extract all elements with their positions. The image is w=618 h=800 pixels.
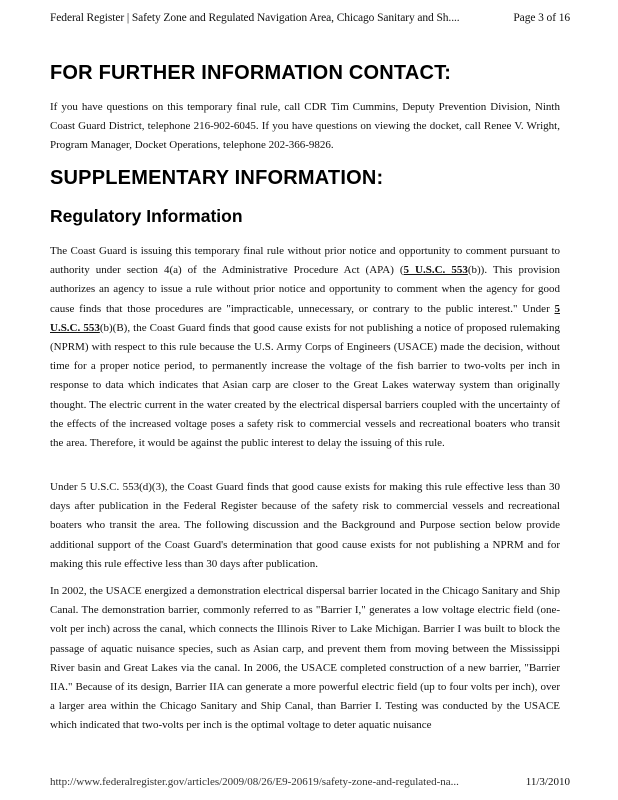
- regulatory-paragraph-1: [50, 242, 560, 453]
- footer-url: http://www.federalregister.gov/articles/2009/08/26/E9-20619/safety-zone-and-regulated-na...: [50, 776, 459, 788]
- regulatory-paragraph-2: Under 5 U.S.C. 553(d)(3), the Coast Guard finds that good cause exists for making this rule effective less than 30 days after publication in the Federal Register because of the safety risk to commercial vessels and recreational boaters who transit the area. The following discussion and the Background and Purpose section below provide additional support of the Coast Guard's determination that good cause exists for not publishing a NPRM and for making this rule effective less than 30 days after publication.: [50, 481, 560, 570]
- page-footer: [50, 776, 570, 788]
- p1-text-b: (b)). This provision authorizes an agency to issue a rule without prior notice and opportunity to comment when the agency for good cause finds that those procedures are "impracticable, unnecessary, or contrary to the public interest." Under: [50, 264, 560, 315]
- usc-553-link-2[interactable]: 5 U.S.C. 553: [50, 302, 560, 334]
- header-page-number: Page 3 of 16: [513, 12, 570, 24]
- p1-text-c: (b)(B), the Coast Guard finds that good cause exists for not publishing a notice of proposed rulemaking (NPRM) with respect to this rule because the U.S. Army Corps of Engineers (USACE) made the decision, without time for a proper notice period, to permanently increase the voltage of the fish barrier to two-volts per inch in response to data which indicates that Asian carp are closer to the Great Lakes waterway system than originally thought. The electric current in the water created by the electrical dispersal barriers coupled with the uncertainty of the effects of the increased voltage poses a safety risk to commercial vessels and recreational boaters who transit the area. Therefore, it would be against the public interest to delay the issuing of this rule.: [50, 321, 560, 450]
- regulatory-information-heading: Regulatory Information: [50, 206, 243, 226]
- header-title: Federal Register | Safety Zone and Regulated Navigation Area, Chicago Sanitary and Sh....: [50, 12, 460, 24]
- p1-text-a: The Coast Guard is issuing this temporary final rule without prior notice and opportunity to comment pursuant to authority under section 4(a) of the Administrative Procedure Act (APA) (: [50, 245, 560, 277]
- contact-paragraph: If you have questions on this temporary final rule, call CDR Tim Cummins, Deputy Prevention Division, Ninth Coast Guard District, telephone 216-902-6045. If you have questions on viewing the docket, call Renee V. Wright, Program Manager, Docket Operations, telephone 202-366-9826.: [50, 101, 560, 152]
- contact-heading: FOR FURTHER INFORMATION CONTACT:: [50, 62, 452, 84]
- footer-date: 11/3/2010: [525, 776, 570, 788]
- supplementary-heading: SUPPLEMENTARY INFORMATION:: [50, 167, 384, 189]
- usc-553-link-1[interactable]: 5 U.S.C. 553: [403, 264, 468, 277]
- regulatory-paragraph-3: In 2002, the USACE energized a demonstration electrical dispersal barrier located in the Chicago Sanitary and Ship Canal. The demonstration barrier, commonly referred to as "Barrier I," generates a low voltage electric field (one-volt per inch) across the canal, which connects the Illinois River to Lake Michigan. Barrier I was built to block the passage of aquatic nuisance species, such as Asian carp, and prevent them from moving between the Mississippi River basin and Great Lakes via the canal. In 2006, the USACE completed construction of a new barrier, "Barrier IIA." Because of its design, Barrier IIA can generate a more powerful electric field (up to four volts per inch), over a larger area within the Chicago Sanitary and Ship Canal, than Barrier I. Testing was conducted by the USACE which indicated that two-volts per inch is the optimal voltage to deter aquatic nuisance: [50, 585, 560, 732]
- page-header: [50, 12, 570, 24]
